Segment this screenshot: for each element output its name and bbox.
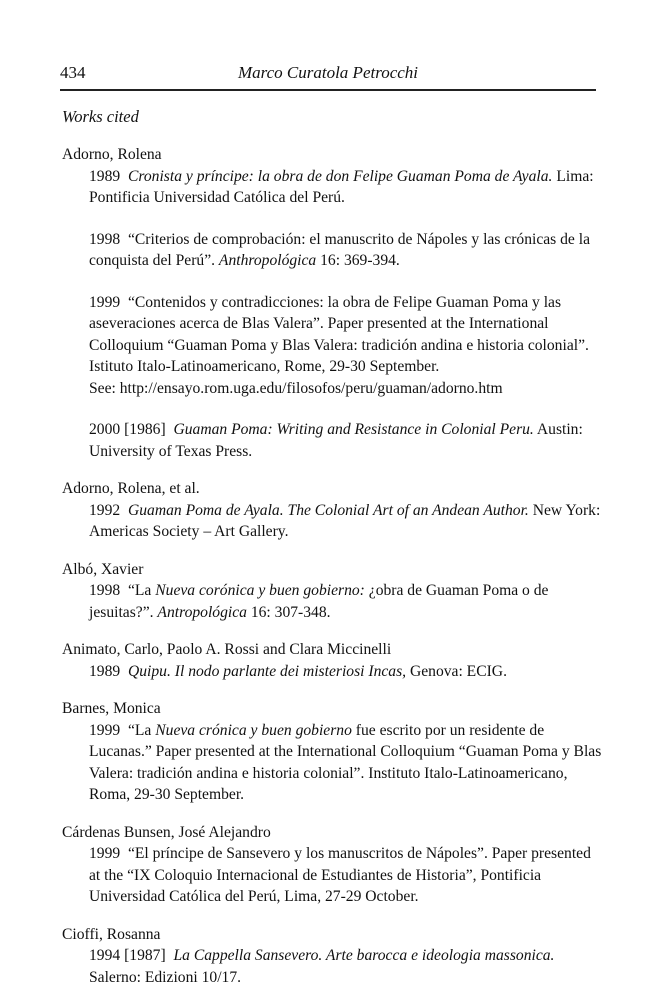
work-year: 1994 [1987]: [89, 947, 166, 964]
work-citation: [62, 500, 602, 543]
work-details: 16: 307-348.: [246, 603, 331, 621]
section-title: Works cited: [62, 107, 139, 126]
work-year: 1989: [89, 662, 121, 680]
work-title: Guaman Poma de Ayala. The Colonial Art of an Andean Author.: [127, 501, 529, 519]
work-year: 1999: [89, 845, 121, 862]
work-citation: [62, 292, 602, 400]
entry-author: Cioffi, Rosanna: [62, 925, 161, 943]
bibliography-entry: [62, 478, 602, 543]
bibliography-entry: [62, 144, 602, 462]
entry-author: Adorno, Rolena, et al.: [62, 480, 200, 497]
entry-author: Animato, Carlo, Paolo A. Rossi and Clara Miccinelli: [62, 641, 392, 658]
work-citation: [62, 945, 602, 988]
entry-author: Albó, Xavier: [62, 560, 144, 578]
work-citation: [62, 419, 602, 462]
bibliography-entry: [62, 698, 602, 806]
work-year: 1999: [89, 721, 121, 739]
work-citation: [62, 229, 602, 272]
work-details: ¿obra de Guaman Poma o de jesuitas?”.: [89, 582, 549, 621]
work-details: New York: Americas Society – Art Gallery.: [89, 501, 601, 540]
work-details: fue escrito por un residente de Lucanas.” Paper presented at the International Colloquium “Guaman Poma y Blas Valera: tradición andina e historia colonial”. Instituto Italo-Latinoamericano, Roma, 29-30 September.: [89, 721, 602, 803]
work-citation: [62, 580, 602, 623]
work-year: 1998: [89, 230, 121, 248]
work-details: Genova: ECIG.: [406, 662, 507, 680]
work-details: “Contenidos y contradicciones: la obra de Felipe Guaman Poma y las aseveraciones acerca de Blas Valera”. Paper presented at the International Colloquium “Guaman Poma y Blas Valera: tradición andina e historia colonial”. Istituto Italo-Latinoamericano, Rome, 29-30 September.: [89, 293, 589, 375]
work-title: Cronista y príncipe: la obra de don Felipe Guaman Poma de Ayala.: [127, 167, 553, 185]
journal-title: Antropológica: [157, 603, 247, 621]
page-header: [60, 63, 596, 91]
running-head: Marco Curatola Petrocchi: [237, 63, 419, 82]
entry-author: Cárdenas Bunsen, José Alejandro: [62, 823, 271, 841]
bibliography: [62, 144, 602, 1004]
bibliography-entry: [62, 924, 602, 989]
work-year: 1989: [89, 167, 121, 185]
work-url[interactable]: See: http://ensayo.rom.uga.edu/filosofos/peru/guaman/adorno.htm: [89, 379, 503, 397]
page-number: 434: [60, 63, 86, 82]
work-details: Salerno: Edizioni 10/17.: [89, 968, 242, 986]
work-citation: [62, 720, 602, 806]
work-title: Nueva corónica y buen gobierno:: [155, 582, 365, 599]
work-citation: [62, 843, 602, 908]
work-details: 16: 369-394.: [316, 252, 400, 269]
bibliography-entry: [62, 639, 602, 682]
work-title: La Cappella Sansevero. Arte barocca e ideologia massonica.: [173, 947, 555, 964]
journal-title: Anthropológica: [218, 252, 317, 269]
entry-author: Adorno, Rolena: [62, 146, 162, 163]
work-details: Lima: Pontificia Universidad Católica del Perú.: [89, 167, 594, 206]
entry-author: Barnes, Monica: [62, 700, 161, 717]
work-details: “El príncipe de Sansevero y los manuscritos de Nápoles”. Paper presented at the “IX Coloquio Internacional de Estudiantes de Historia”, Pontificia Universidad Católica del Perú, Lima, 27-29 October.: [89, 845, 591, 905]
work-title: Quipu. Il nodo parlante dei misteriosi Incas,: [127, 662, 407, 680]
work-details: Austin: University of Texas Press.: [89, 421, 583, 460]
work-year: 1992: [89, 501, 121, 519]
work-article-title: “La: [127, 582, 156, 599]
work-article-title: “La: [127, 721, 156, 739]
work-year: 1999: [89, 293, 121, 311]
work-year: 2000 [1986]: [89, 421, 166, 438]
work-year: 1998: [89, 582, 121, 599]
work-title: Nueva crónica y buen gobierno: [155, 721, 352, 739]
work-citation: [62, 166, 602, 209]
bibliography-entry: [62, 822, 602, 908]
bibliography-entry: [62, 559, 602, 624]
work-citation: [62, 661, 602, 683]
work-article-title: “Criterios de comprobación: el manuscrito de Nápoles y las crónicas de la conquista del Perú”.: [89, 230, 591, 269]
work-title: Guaman Poma: Writing and Resistance in Colonial Peru.: [173, 421, 534, 438]
